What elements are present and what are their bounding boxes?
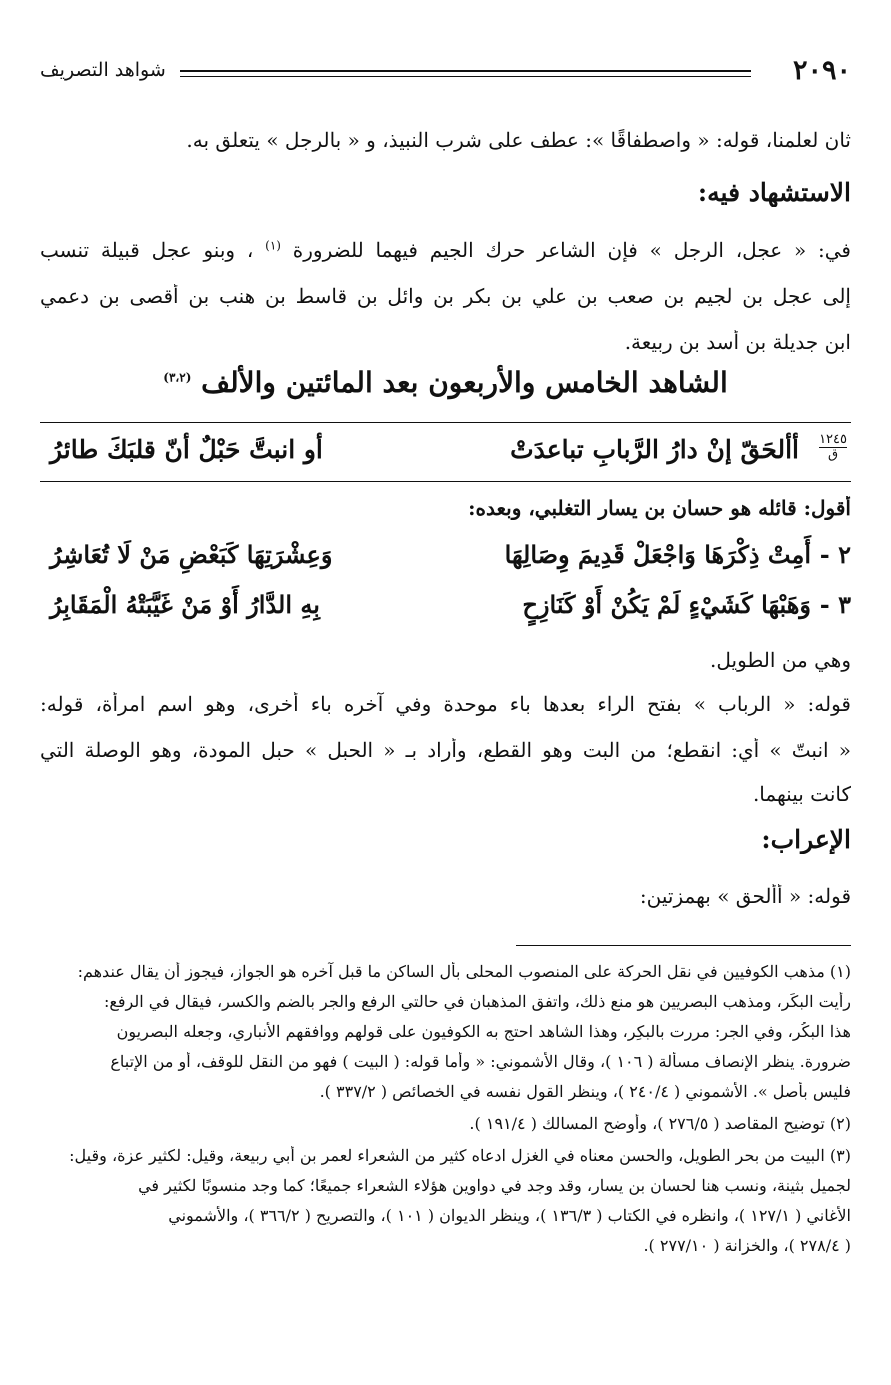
verse-3: [40, 590, 851, 626]
footnote-1-line-5: فليس بأصل ». الأشموني ( ٢٤٠/٤ )، وينظر القول نفسه في الخصائص ( ٣٣٧/٢ ).: [319, 1082, 851, 1101]
main-verse-hemistich-1: أألحَقّ إنْ دارُ الرَّبابِ تباعدَتْ: [510, 435, 799, 464]
footnote-3-line-3: الأغاني ( ١٢٧/١ )، وانظره في الكتاب ( ١٣٦/٣ )، وينظر الديوان ( ١٠١ )، والتصريح ( ٣٦٦/٢ )، والأشموني: [168, 1206, 851, 1225]
heading-istishhad: الاستشهاد فيه:: [697, 178, 851, 207]
heading-irab: الإعراب:: [761, 825, 851, 854]
verse-2-hemistich-2: وَعِشْرَتِهَا كَبَعْضِ مَنْ لَا تُعَاشِرُ: [50, 540, 333, 569]
section-title-text: الشاهد الخامس والأربعون بعد المائتين والألف: [201, 366, 728, 399]
intro-line: ثان لعلمنا، قوله: « واصطفاقًا »: عطف على شرب النبيذ، و « بالرجل » يتعلق به.: [186, 128, 851, 152]
verse-3-hemistich-2: بِهِ الدَّارُ أَوْ مَنْ غَيَّبَتْهُ الْمَقَابِرُ: [50, 590, 320, 619]
footnote-3-line-1: (٣) البيت من بحر الطويل، والحسن معناه في الغزل ادعاه كثير من الشعراء لعمر بن أبي ربيعة، وقيل: لكثير عزة، وقيل:: [69, 1146, 851, 1165]
gloss-line-3: كانت بينهما.: [752, 782, 851, 806]
page-number: ٢٠٩٠: [792, 55, 851, 86]
verse-number: [819, 433, 847, 462]
istishhad-text-tail: ، وبنو عجل قبيلة تنسب: [40, 238, 254, 262]
aqul-line: أقول: قائله هو حسان بن يسار التغلبي، وبعده:: [468, 496, 851, 520]
footnote-1-line-2: رأيت البكَر، ومذهب البصريين هو منع ذلك، واتفق المذهبان في حالتي الرفع والجر بالضم والكسر، فيقال في الرفع:: [103, 992, 851, 1011]
istishhad-line-2: إلى عجل بن لجيم بن صعب بن علي بن بكر بن وائل بن قاسط بن هنب بن أقصى بن دعمي: [40, 284, 851, 308]
meter-line: وهي من الطويل.: [710, 648, 851, 672]
gloss-line-2: « انبتّ » أي: انقطع؛ من البت وهو القطع، وأراد بـ « الحبل » حبل المودة، وهو الوصلة التي: [40, 738, 851, 762]
verse-number-value: ١٢٤٥: [819, 432, 847, 447]
footnote-3-line-4: ( ٢٧٨/٤ )، والخزانة ( ٢٧٧/١٠ ).: [643, 1236, 851, 1255]
footnote-ref-1: (١): [265, 238, 281, 253]
footnote-2: (٢) توضيح المقاصد ( ٢٧٦/٥ )، وأوضح المسالك ( ١٩١/٤ ).: [469, 1114, 851, 1133]
footnote-ref-2-3: (٣،٢): [163, 370, 192, 385]
verse-rhyme-mark: ق: [827, 447, 839, 462]
verse-3-hemistich-1: وَهَبْهَا كَشَيْءٍ لَمْ يَكُنْ أَوْ كَنَازِحٍ: [522, 590, 811, 619]
footnote-1-line-1: (١) مذهب الكوفيين في نقل الحركة على المنصوب المحلى بأل الساكن ما قبل آخره هو الجواز، فيجوز أن يقال عندهم:: [77, 962, 851, 981]
verse-2-hemistich-1: أَمِتْ ذِكْرَهَا وَاجْعَلْ قَدِيمَ وِصَالِهَا: [504, 540, 811, 569]
main-verse-hemistich-2: أو انبتَّ حَبْلٌ أنّ قلبَكَ طائرُ: [50, 435, 323, 464]
verse-2-number: ٢ -: [819, 540, 851, 569]
verse-3-number: ٣ -: [819, 590, 851, 619]
gloss-line-1: قوله: « الرباب » بفتح الراء بعدها باء موحدة وفي آخره باء أخرى، وهو اسم امرأة، قوله:: [40, 692, 851, 716]
section-title: [40, 366, 851, 399]
main-verse-box: [40, 422, 851, 482]
istishhad-line-1: [40, 238, 851, 262]
footnote-1-line-3: هذا البكُر، وفي الجر: مررت بالبكِر، وهذا الشاهد احتج به الكوفيون على قولهم ووافقهم الأنباري، وجعله البصريون: [116, 1022, 851, 1041]
istishhad-line-3: ابن جديلة بن أسد بن ربيعة.: [624, 330, 851, 354]
running-title: شواهد التصريف: [40, 59, 166, 81]
irab-line: قوله: « أألحق » بهمزتين:: [639, 884, 851, 908]
footnote-3-line-2: لجميل بثينة، ونسب هنا لحسان بن يسار، وقد وجد في دواوين هؤلاء الشعراء جميعًا؛ كما وجد منسوبًا لكثير في: [138, 1176, 851, 1195]
footnote-1-line-4: ضرورة. ينظر الإنصاف مسألة ( ١٠٦ )، وقال الأشموني: « وأما قوله: ( البيت ) فهو من النقل للوقف، أو من الإتباع: [110, 1052, 851, 1071]
header-rule: [180, 70, 751, 77]
running-header: [40, 55, 851, 91]
verse-2: [40, 540, 851, 576]
istishhad-text: في: « عجل، الرجل » فإن الشاعر حرك الجيم فيهما للضرورة: [292, 238, 851, 262]
footnote-separator: [516, 945, 851, 946]
